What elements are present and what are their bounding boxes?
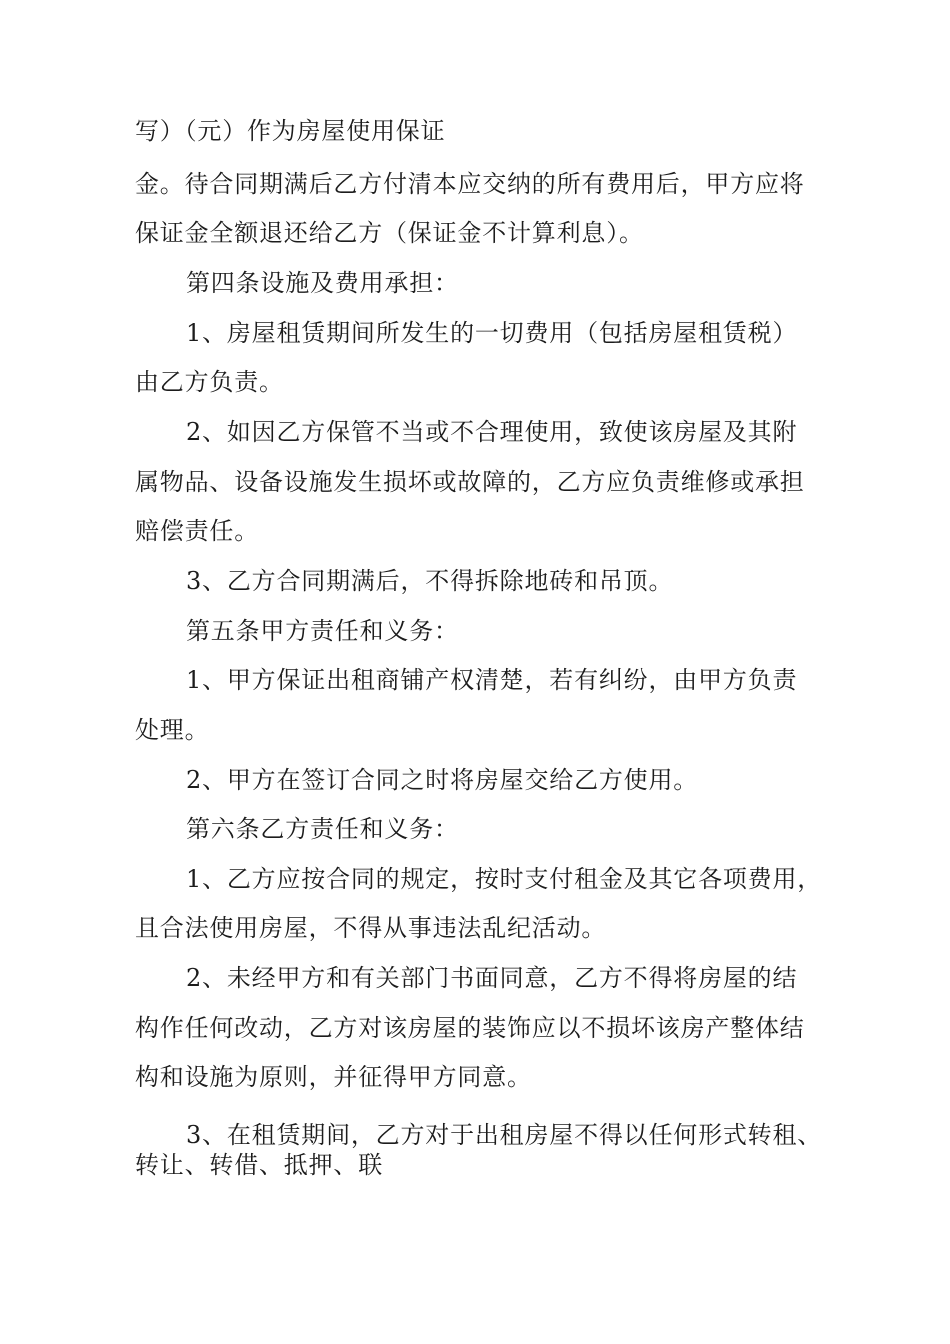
text-line: 3、在租赁期间，乙方对于出租房屋不得以任何形式转租、 (186, 1121, 823, 1149)
text-line: 3、乙方合同期满后，不得拆除地砖和吊顶。 (186, 567, 674, 595)
text-line: 1、乙方应按合同的规定，按时支付租金及其它各项费用， (186, 865, 823, 893)
text-line: 2、如因乙方保管不当或不合理使用，致使该房屋及其附 (186, 418, 798, 446)
article-heading: 第四条设施及费用承担： (186, 269, 459, 297)
text-line: 2、甲方在签订合同之时将房屋交给乙方使用。 (186, 766, 699, 794)
text-line: 保证金全额退还给乙方（保证金不计算利息）。 (135, 219, 644, 247)
text-line: 构和设施为原则，并征得甲方同意。 (135, 1063, 532, 1091)
text-line: 赔偿责任。 (135, 517, 259, 545)
article-heading: 第六条乙方责任和义务： (186, 815, 459, 843)
text-line: 处理。 (135, 716, 210, 744)
text-line: 2、未经甲方和有关部门书面同意，乙方不得将房屋的结 (186, 964, 798, 992)
text-line: 写）（元）作为房屋使用保证 (135, 117, 446, 145)
text-line: 属物品、设备设施发生损坏或故障的，乙方应负责维修或承担 (135, 468, 805, 496)
text-line: 1、甲方保证出租商铺产权清楚，若有纠纷，由甲方负责 (186, 666, 798, 694)
text-line: 转让、转借、抵押、联 (135, 1151, 383, 1179)
text-line: 且合法使用房屋，不得从事违法乱纪活动。 (135, 914, 607, 942)
text-line: 由乙方负责。 (135, 368, 284, 396)
article-heading: 第五条甲方责任和义务： (186, 617, 459, 645)
text-line: 1、房屋租赁期间所发生的一切费用（包括房屋租赁税） (186, 319, 798, 347)
text-line: 构作任何改动，乙方对该房屋的装饰应以不损坏该房产整体结 (135, 1014, 805, 1042)
text-line: 金。待合同期满后乙方付清本应交纳的所有费用后，甲方应将 (135, 170, 805, 198)
